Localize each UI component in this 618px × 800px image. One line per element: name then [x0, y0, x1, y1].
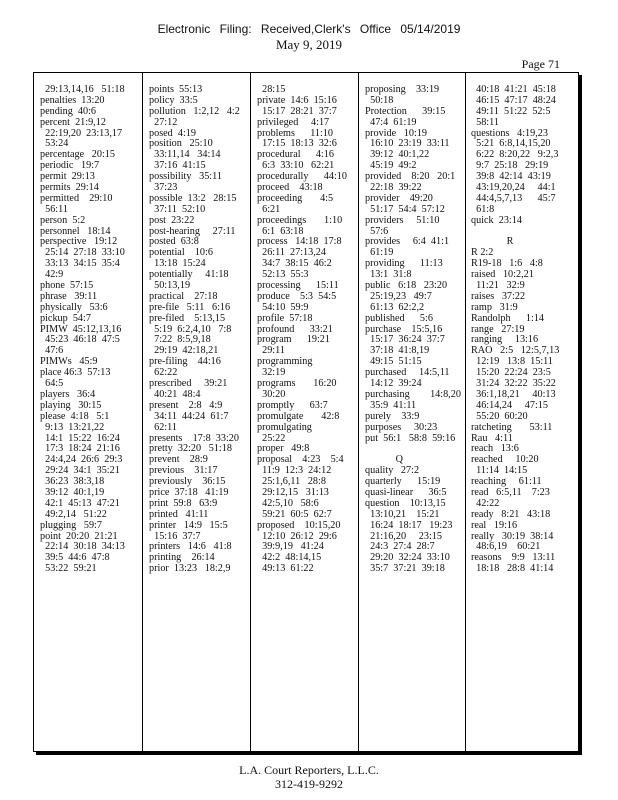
index-entry-line: 21:16,20 23:15: [365, 530, 442, 542]
index-entry-line: 34:11 44:24 61:7: [149, 410, 229, 422]
index-entry-line: 53:22 59:21: [40, 563, 97, 575]
index-entry-line: quarterly 15:19: [365, 476, 441, 488]
index-entry-line: 16:10 23:19 33:11: [365, 138, 450, 150]
index-entry-line: 15:17 36:24 37:7: [365, 334, 445, 346]
index-entry-line: prescribed 39:21: [149, 378, 228, 390]
index-entry-line: 54:10 59:9: [257, 301, 309, 313]
index-entry-line: players 36:4: [40, 388, 96, 400]
index-entry-line: programs 16:20: [257, 378, 337, 390]
index-entry-line: previous 31:17: [149, 465, 218, 477]
index-entry-line: profile 57:18: [257, 312, 313, 324]
index-entry-line: 39:5 44:6 47:8: [40, 552, 110, 564]
index-entry-line: 37:23: [149, 182, 178, 194]
index-entry-line: 17:3 18:24 21:16: [40, 443, 120, 455]
index-entry-line: 55:20 60:20: [471, 410, 528, 422]
index-entry-line: programming: [257, 356, 313, 368]
index-entry-line: 6:1 63:18: [257, 225, 304, 237]
index-entry-line: 9:7 25:18 29:19: [471, 160, 549, 172]
index-entry-line: read 6:5,11 7:23: [471, 486, 550, 498]
index-entry-line: 29:19 42:18,21: [149, 345, 219, 357]
index-entry-line: raises 37:22: [471, 290, 526, 302]
index-entry-line: printed 41:11: [149, 508, 209, 520]
index-entry-line: potential 10:6: [149, 247, 213, 259]
index-entry-line: provides 6:4 41:1: [365, 236, 450, 248]
index-entry-line: phone 57:15: [40, 280, 94, 292]
index-entry-line: privileged 4:17: [257, 116, 330, 128]
index-entry-line: 39:12 40:1,19: [40, 486, 105, 498]
index-entry-line: providers 51:10: [365, 214, 440, 226]
index-entry-line: 11:9 12:3 24:12: [257, 465, 332, 477]
index-entry-line: procedurally 44:10: [257, 171, 347, 183]
index-entry-line: R: [471, 236, 514, 248]
index-entry-line: purchased 14:5,11: [365, 367, 450, 379]
index-entry-line: 7:22 8:5,9,18: [149, 334, 211, 346]
index-entry-line: RAO 2:5 12:5,7,13: [471, 345, 560, 357]
index-entry-line: print 59:8 63:9: [149, 497, 218, 509]
index-entry-line: 62:11: [149, 421, 177, 433]
index-entry-line: 61:8: [471, 203, 495, 215]
index-entry-line: private 14:6 15:16: [257, 94, 337, 106]
index-entry-line: process 14:18 17:8: [257, 236, 342, 248]
index-entry-line: problems 11:10: [257, 127, 334, 139]
index-entry-line: posed 4:19: [149, 127, 196, 139]
index-entry-line: 37:16 41:15: [149, 160, 206, 172]
index-entry-line: 35:7 37:21 39:18: [365, 563, 445, 575]
column-divider: [250, 73, 251, 751]
footer-phone: 312-419-9292: [275, 777, 343, 791]
index-entry-line: reach 13:6: [471, 443, 519, 455]
index-entry-line: phrase 39:11: [40, 290, 98, 302]
index-entry-line: procedural 4:16: [257, 149, 334, 161]
index-entry-line: pre-filing 44:16: [149, 356, 221, 368]
index-entry-line: program 19:21: [257, 334, 330, 346]
index-entry-line: provided 8:20 20:1: [365, 171, 456, 183]
index-entry-line: 29:11: [257, 345, 285, 357]
index-entry-line: questions 4:19,23: [471, 127, 548, 139]
index-entry-line: previously 36:15: [149, 476, 226, 488]
index-entry-line: 29:12,15 31:13: [257, 486, 329, 498]
index-entry-line: 42:5,10 58:6: [257, 497, 319, 509]
index-entry-line: pre-file 5:11 6:16: [149, 301, 231, 313]
index-entry-line: 58:11: [471, 116, 499, 128]
index-entry-line: processing 15:11: [257, 280, 339, 292]
index-entry-line: 62:22: [149, 367, 178, 379]
index-entry-line: question 10:13,15: [365, 497, 446, 509]
index-entry-line: proposal 4:23 5:4: [257, 454, 344, 466]
index-column-2: [149, 85, 245, 575]
index-entry-line: range 27:19: [471, 323, 525, 335]
index-entry-line: periodic 19:7: [40, 160, 100, 172]
index-entry-line: 15:20 22:24 23:5: [471, 367, 551, 379]
index-entry-line: 14:1 15:22 16:24: [40, 432, 120, 444]
index-entry-line: 15:17 28:21 37:7: [257, 105, 337, 117]
index-entry-line: printer 14:9 15:5: [149, 519, 228, 531]
index-entry-line: prior 13:23 18:2,9: [149, 563, 231, 575]
index-entry-line: 50:13,19: [149, 280, 191, 292]
index-entry-line: place 46:3 57:13: [40, 367, 111, 379]
index-entry-line: penalties 13:20: [40, 94, 105, 106]
index-entry-line: points 55:13: [149, 84, 203, 95]
index-entry-line: 40:21 48:4: [149, 388, 201, 400]
index-entry-line: 46:15 47:17 48:24: [471, 94, 556, 106]
index-entry-line: PIMWs 45:9: [40, 356, 98, 368]
index-entry-line: proposing 33:19: [365, 84, 440, 95]
index-entry-line: Protection 39:15: [365, 105, 446, 117]
index-entry-line: produce 5:3 54:5: [257, 290, 337, 302]
index-entry-line: 61:13 62:2,2: [365, 301, 425, 313]
index-entry-line: 29:13,14,16 51:18: [40, 84, 125, 95]
index-entry-line: 42:2 48:14,15: [257, 552, 322, 564]
index-entry-line: purchasing 14:8,20: [365, 388, 461, 400]
index-entry-line: 35:9 41:11: [365, 399, 417, 411]
index-column-3: [257, 85, 353, 575]
index-entry-line: please 4:18 5:1: [40, 410, 110, 422]
index-entry-line: raised 10:2,21: [471, 269, 534, 281]
index-entry-line: 13:10,21 15:21: [365, 508, 440, 520]
index-entry-line: 18:18 28:8 41:14: [471, 563, 554, 575]
index-entry-line: reasons 9:9 13:11: [471, 552, 556, 564]
index-entry-line: 28:15: [257, 84, 286, 95]
index-entry-line: Rau 4:11: [471, 432, 513, 444]
index-entry-line: 39:12 40:1,22: [365, 149, 430, 161]
index-entry-line: 52:13 55:3: [257, 269, 309, 281]
index-entry-line: 32:19: [257, 367, 286, 379]
index-entry-line: printers 14:6 41:8: [149, 541, 232, 553]
index-entry-line: prevent 28:9: [149, 454, 208, 466]
index-entry-line: providing 11:13: [365, 258, 443, 270]
index-entry-line: 22:18 39:22: [365, 182, 422, 194]
index-entry-line: ready 8:21 43:18: [471, 508, 551, 520]
index-column-5: [471, 85, 571, 575]
index-entry-line: 34:7 38:15 46:2: [257, 258, 332, 270]
index-entry-line: 64:5: [40, 378, 64, 390]
index-entry-line: 6:3 33:10 62:21: [257, 160, 335, 172]
index-entry-line: R 2:2: [471, 247, 494, 259]
index-entry-line: proceeding 4:5: [257, 192, 334, 204]
index-entry-line: 46:14,24 47:15: [471, 399, 548, 411]
index-entry-line: percentage 20:15: [40, 149, 115, 161]
index-entry-line: ratcheting 53:11: [471, 421, 553, 433]
index-entry-line: 22:14 30:18 34:13: [40, 541, 125, 553]
index-entry-line: profound 33:21: [257, 323, 333, 335]
index-entry-line: ramp 31:9: [471, 301, 518, 313]
index-entry-line: 5:19 6:2,4,10 7:8: [149, 323, 232, 335]
index-entry-line: physically 53:6: [40, 301, 108, 313]
index-entry-line: 14:12 39:24: [365, 378, 422, 390]
index-entry-line: personnel 18:14: [40, 225, 111, 237]
index-entry-line: 22:19,20 23:13,17: [40, 127, 123, 139]
index-entry-line: 37:11 52:10: [149, 203, 206, 215]
index-entry-line: PIMW 45:12,13,16: [40, 323, 122, 335]
index-entry-line: playing 30:15: [40, 399, 102, 411]
index-entry-line: permitted 29:10: [40, 192, 113, 204]
index-entry-line: pending 40:6: [40, 105, 97, 117]
index-entry-line: 45:23 46:18 47:5: [40, 334, 120, 346]
index-entry-line: purposes 30:23: [365, 421, 438, 433]
index-entry-line: potentially 41:18: [149, 269, 229, 281]
index-entry-line: 33:11,14 34:14: [149, 149, 221, 161]
index-entry-line: provide 10:19: [365, 127, 427, 139]
index-entry-line: printing 26:14: [149, 552, 215, 564]
index-entry-line: 31:24 32:22 35:22: [471, 378, 556, 390]
index-entry-line: 12:10 26:12 29:6: [257, 530, 337, 542]
index-entry-line: 6:21: [257, 203, 281, 215]
index-entry-line: possibility 35:11: [149, 171, 222, 183]
index-entry-line: Randolph 1:14: [471, 312, 545, 324]
index-entry-line: purely 33:9: [365, 410, 420, 422]
filing-date: May 9, 2019: [275, 37, 343, 52]
index-entry-line: 17:15 18:13 32:6: [257, 138, 337, 150]
index-entry-line: promptly 63:7: [257, 399, 328, 411]
index-entry-line: policy 33:5: [149, 94, 198, 106]
index-entry-line: quasi-linear 36:5: [365, 486, 447, 498]
index-entry-line: 57:6: [365, 225, 389, 237]
index-entry-line: 56:11: [40, 203, 68, 215]
column-divider: [142, 73, 143, 751]
index-entry-line: quick 23:14: [471, 214, 522, 226]
index-entry-line: 39:8 42:14 43:19: [471, 171, 551, 183]
index-entry-line: post-hearing 27:11: [149, 225, 236, 237]
index-entry-line: 51:17 54:4 57:12: [365, 203, 445, 215]
index-entry-line: provider 49:20: [365, 192, 433, 204]
index-entry-line: point 20:20 21:21: [40, 530, 118, 542]
index-entry-line: proceedings 1:10: [257, 214, 343, 226]
index-entry-line: pretty 32:20 51:18: [149, 443, 232, 455]
index-entry-line: proceed 43:18: [257, 182, 323, 194]
index-entry-line: quality 27:2: [365, 465, 420, 477]
index-entry-line: 25:19,23 49:7: [365, 290, 432, 302]
index-entry-line: permit 29:13: [40, 171, 95, 183]
index-entry-line: real 19:16: [471, 519, 518, 531]
index-entry-line: 25:14 27:18 33:10: [40, 247, 125, 259]
index-entry-line: practical 27:18: [149, 290, 218, 302]
index-entry-line: present 2:8 4:9: [149, 399, 223, 411]
index-entry-line: 11:21 32:9: [471, 280, 525, 292]
index-entry-line: perspective 19:12: [40, 236, 118, 248]
index-entry-line: pollution 1:2,12 4:2: [149, 105, 240, 117]
column-divider: [358, 73, 359, 751]
index-entry-line: 36:23 38:3,18: [40, 476, 105, 488]
index-frame: [33, 72, 579, 752]
index-entry-line: 39:9,19 41:24: [257, 541, 324, 553]
index-entry-line: position 25:10: [149, 138, 213, 150]
index-entry-line: 13:18 15:24: [149, 258, 206, 270]
index-entry-line: 33:13 34:15 35:4: [40, 258, 120, 270]
index-entry-line: 61:19: [365, 247, 394, 259]
index-entry-line: 47:6: [40, 345, 64, 357]
index-entry-line: presents 17:8 33:20: [149, 432, 239, 444]
index-entry-line: purchase 15:5,16: [365, 323, 443, 335]
index-entry-line: reaching 61:11: [471, 476, 542, 488]
index-entry-line: 44:4,5,7,13 45:7: [471, 192, 556, 204]
index-entry-line: plugging 59:7: [40, 519, 102, 531]
index-entry-line: percent 21:9,12: [40, 116, 106, 128]
index-entry-line: 42:22: [471, 497, 500, 509]
index-entry-line: 25:1,6,11 28:8: [257, 476, 326, 488]
index-entry-line: R19-18 1:6 4:8: [471, 258, 543, 270]
index-entry-line: 16:24 18:17 19:23: [365, 519, 453, 531]
index-entry-line: post 23:22: [149, 214, 195, 226]
index-entry-line: public 6:18 23:20: [365, 280, 448, 292]
index-entry-line: reached 10:20: [471, 454, 539, 466]
index-entry-line: 12:19 13:8 15:11: [471, 356, 553, 368]
index-entry-line: proposed 10:15,20: [257, 519, 341, 531]
index-entry-line: 9:13 13:21,22: [40, 421, 105, 433]
index-entry-line: 45:19 49:2: [365, 160, 417, 172]
index-entry-line: 49:2,14 51:22: [40, 508, 107, 520]
filing-stamp-line: Electronic Filing: Received,Clerk's Office 05/14/2019: [157, 22, 461, 36]
index-entry-line: 29:24 34:1 35:21: [40, 465, 120, 477]
index-entry-line: 59:21 60:5 62:7: [257, 508, 332, 520]
index-entry-line: promulgate 42:8: [257, 410, 340, 422]
index-entry-line: 49:13 61:22: [257, 563, 314, 575]
index-entry-line: 48:6,19 60:21: [471, 541, 541, 553]
index-entry-line: person 5:2: [40, 214, 86, 226]
page-number: Page 71: [521, 57, 560, 71]
index-entry-line: 6:22 8:20,22 9:2,3: [471, 149, 559, 161]
index-entry-line: 49:15 51:15: [365, 356, 422, 368]
index-entry-line: possible 13:2 28:15: [149, 192, 237, 204]
index-entry-line: promulgating: [257, 421, 312, 433]
index-entry-line: 24:4,24 26:6 29:3: [40, 454, 123, 466]
index-entry-line: 43:19,20,24 44:1: [471, 182, 556, 194]
index-entry-line: 27:12: [149, 116, 178, 128]
index-entry-line: Q: [365, 454, 403, 466]
index-entry-line: really 30:19 38:14: [471, 530, 554, 542]
index-entry-line: 5:21 6:8,14,15,20: [471, 138, 551, 150]
index-entry-line: price 37:18 41:19: [149, 486, 229, 498]
index-entry-line: 11:14 14:15: [471, 465, 528, 477]
index-entry-line: 42:1 45:13 47:21: [40, 497, 120, 509]
index-entry-line: 24:3 27:4 28:7: [365, 541, 435, 553]
index-entry-line: 29:20 32:24 33:10: [365, 552, 450, 564]
index-entry-line: pre-filed 5:13,15: [149, 312, 226, 324]
index-entry-line: 37:18 41:8,19: [365, 345, 430, 357]
index-entry-line: 50:18: [365, 94, 394, 106]
index-entry-line: permits 29:14: [40, 182, 99, 194]
index-entry-line: 30:20: [257, 388, 286, 400]
index-entry-line: posted 63:8: [149, 236, 199, 248]
index-entry-line: 15:16 37:7: [149, 530, 201, 542]
index-entry-line: 40:18 41:21 45:18: [471, 84, 556, 95]
index-entry-line: put 56:1 58:8 59:16: [365, 432, 456, 444]
index-entry-line: proper 49:8: [257, 443, 310, 455]
index-entry-line: 26:11 27:13,24: [257, 247, 326, 259]
index-column-4: [365, 85, 461, 575]
index-entry-line: ranging 13:16: [471, 334, 539, 346]
column-divider: [465, 73, 466, 751]
index-entry-line: 53:24: [40, 138, 69, 150]
index-entry-line: 47:4 61:19: [365, 116, 417, 128]
index-entry-line: 49:11 51:22 52:5: [471, 105, 551, 117]
index-entry-line: pickup 54:7: [40, 312, 91, 324]
index-column-1: [40, 85, 136, 575]
footer-company: L.A. Court Reporters, L.L.C.: [239, 763, 379, 777]
index-entry-line: 13:1 31:8: [365, 269, 412, 281]
index-entry-line: 42:9: [40, 269, 64, 281]
index-entry-line: published 5:6: [365, 312, 433, 324]
index-entry-line: 25:22: [257, 432, 286, 444]
index-entry-line: 36:1,18,21 40:13: [471, 388, 556, 400]
